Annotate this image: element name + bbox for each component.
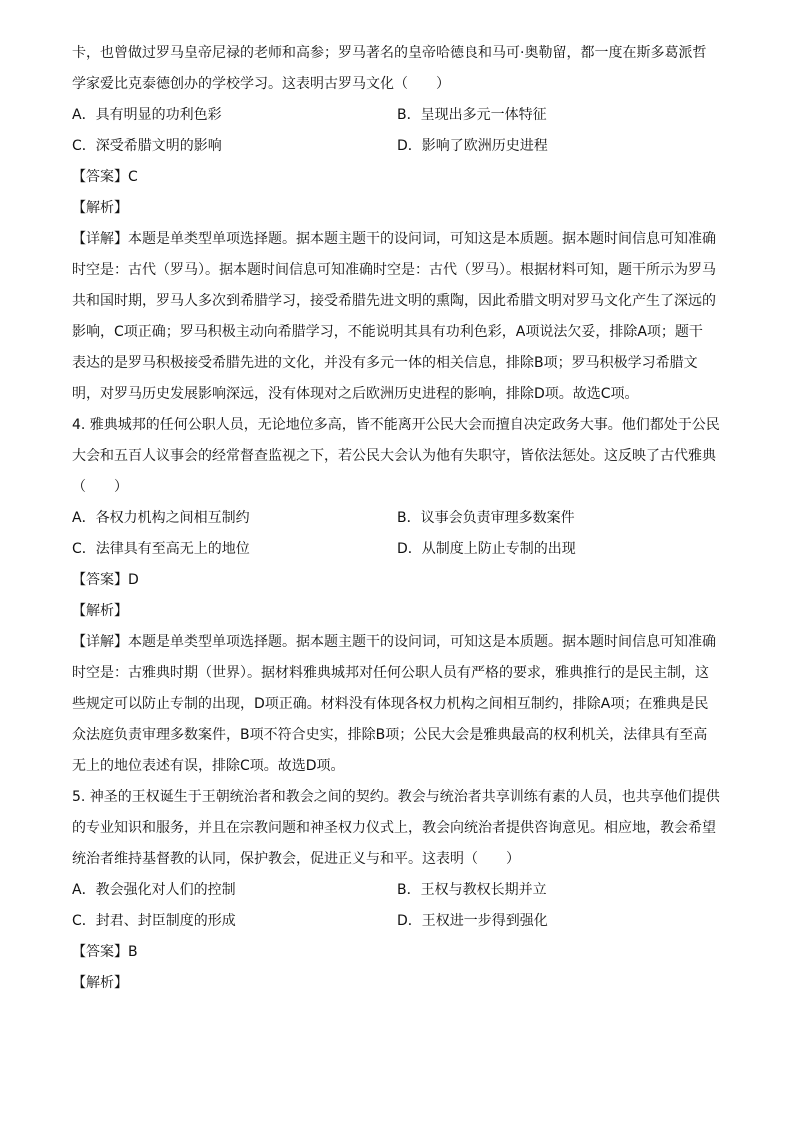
option-d: D．影响了欧洲历史进程 xyxy=(397,138,548,154)
analysis-label: 【解析】 xyxy=(72,200,128,216)
question-3 xyxy=(72,38,728,410)
answer-label: 【答案】B xyxy=(72,944,138,960)
options-row xyxy=(72,534,728,565)
options-row xyxy=(72,906,728,937)
question-stem-line: 的专业知识和服务，并且在宗教问题和神圣权力仪式上，教会向统治者提供咨询意见。相应地，教会希望 xyxy=(72,820,716,836)
question-5 xyxy=(72,782,728,999)
option-c: C．法律具有至高无上的地位 xyxy=(72,541,250,557)
detail-line: 些规定可以防止专制的出现，D项正确。材料没有体现各权力机构之间相互制约，排除A项；在雅典是民 xyxy=(72,696,709,712)
question-stem-line: 5. 神圣的王权诞生于王朝统治者和教会之间的契约。教会与统治者共享训练有素的人员，也共享他们提供 xyxy=(72,789,720,805)
option-c: C．封君、封臣制度的形成 xyxy=(72,913,236,929)
detail-line: 【详解】本题是单类型单项选择题。据本题主题干的设问词，可知这是本质题。据本题时间信息可知准确 xyxy=(72,634,716,650)
question-stem-line: （ ） xyxy=(72,479,128,495)
detail-line: 时空是：古代（罗马）。据本题时间信息可知准确时空是：古代（罗马）。根据材料可知，题干所示为罗马 xyxy=(72,262,716,278)
detail-line: 表达的是罗马积极接受希腊先进的文化，并没有多元一体的相关信息，排除B项；罗马积极学习希腊文 xyxy=(72,355,698,371)
option-b: B．议事会负责审理多数案件 xyxy=(397,510,575,526)
question-stem-line: 统治者维持基督教的认同，保护教会，促进正义与和平。这表明（ ） xyxy=(72,851,520,867)
question-stem-line: 4. 雅典城邦的任何公职人员，无论地位多高，皆不能离开公民大会而擅自决定政务大事。他们都处于公民 xyxy=(72,417,720,433)
question-stem-line: 卡，也曾做过罗马皇帝尼禄的老师和高参；罗马著名的皇帝哈德良和马可·奥勒留，都一度在斯多葛派哲 xyxy=(72,45,707,61)
analysis-label: 【解析】 xyxy=(72,975,128,991)
options-row xyxy=(72,131,728,162)
options-row xyxy=(72,100,728,131)
option-a: A．教会强化对人们的控制 xyxy=(72,882,236,898)
question-4 xyxy=(72,410,728,782)
detail-line: 共和国时期，罗马人多次到希腊学习，接受希腊先进文明的熏陶，因此希腊文明对罗马文化产生了深远的 xyxy=(72,293,716,309)
option-d: D．王权进一步得到强化 xyxy=(397,913,548,929)
answer-label: 【答案】C xyxy=(72,169,138,185)
option-a: A．具有明显的功利色彩 xyxy=(72,107,222,123)
option-b: B．王权与教权长期并立 xyxy=(397,882,547,898)
question-stem-line: 学家爱比克泰德创办的学校学习。这表明古罗马文化（ ） xyxy=(72,76,450,92)
option-c: C．深受希腊文明的影响 xyxy=(72,138,222,154)
option-b: B．呈现出多元一体特征 xyxy=(397,107,547,123)
options-row xyxy=(72,875,728,906)
detail-line: 无上的地位表述有误，排除C项。故选D项。 xyxy=(72,758,345,774)
analysis-label: 【解析】 xyxy=(72,603,128,619)
answer-label: 【答案】D xyxy=(72,572,139,588)
options-row xyxy=(72,503,728,534)
option-a: A．各权力机构之间相互制约 xyxy=(72,510,250,526)
detail-line: 影响，C项正确；罗马积极主动向希腊学习，不能说明其具有功利色彩，A项说法欠妥，排除A项；题干 xyxy=(72,324,703,340)
detail-line: 明，对罗马历史发展影响深远，没有体现对之后欧洲历史进程的影响，排除D项。故选C项。 xyxy=(72,386,639,402)
detail-line: 众法庭负责审理多数案件，B项不符合史实，排除B项；公民大会是雅典最高的权利机关，法律具有至高 xyxy=(72,727,708,743)
question-stem-line: 大会和五百人议事会的经常督查监视之下，若公民大会认为他有失职守，皆依法惩处。这反映了古代雅典 xyxy=(72,448,716,464)
page-content xyxy=(72,38,728,999)
detail-line: 【详解】本题是单类型单项选择题。据本题主题干的设问词，可知这是本质题。据本题时间信息可知准确 xyxy=(72,231,716,247)
detail-line: 时空是：古雅典时期（世界）。据材料雅典城邦对任何公职人员有严格的要求，雅典推行的是民主制，这 xyxy=(72,665,709,681)
option-d: D．从制度上防止专制的出现 xyxy=(397,541,576,557)
